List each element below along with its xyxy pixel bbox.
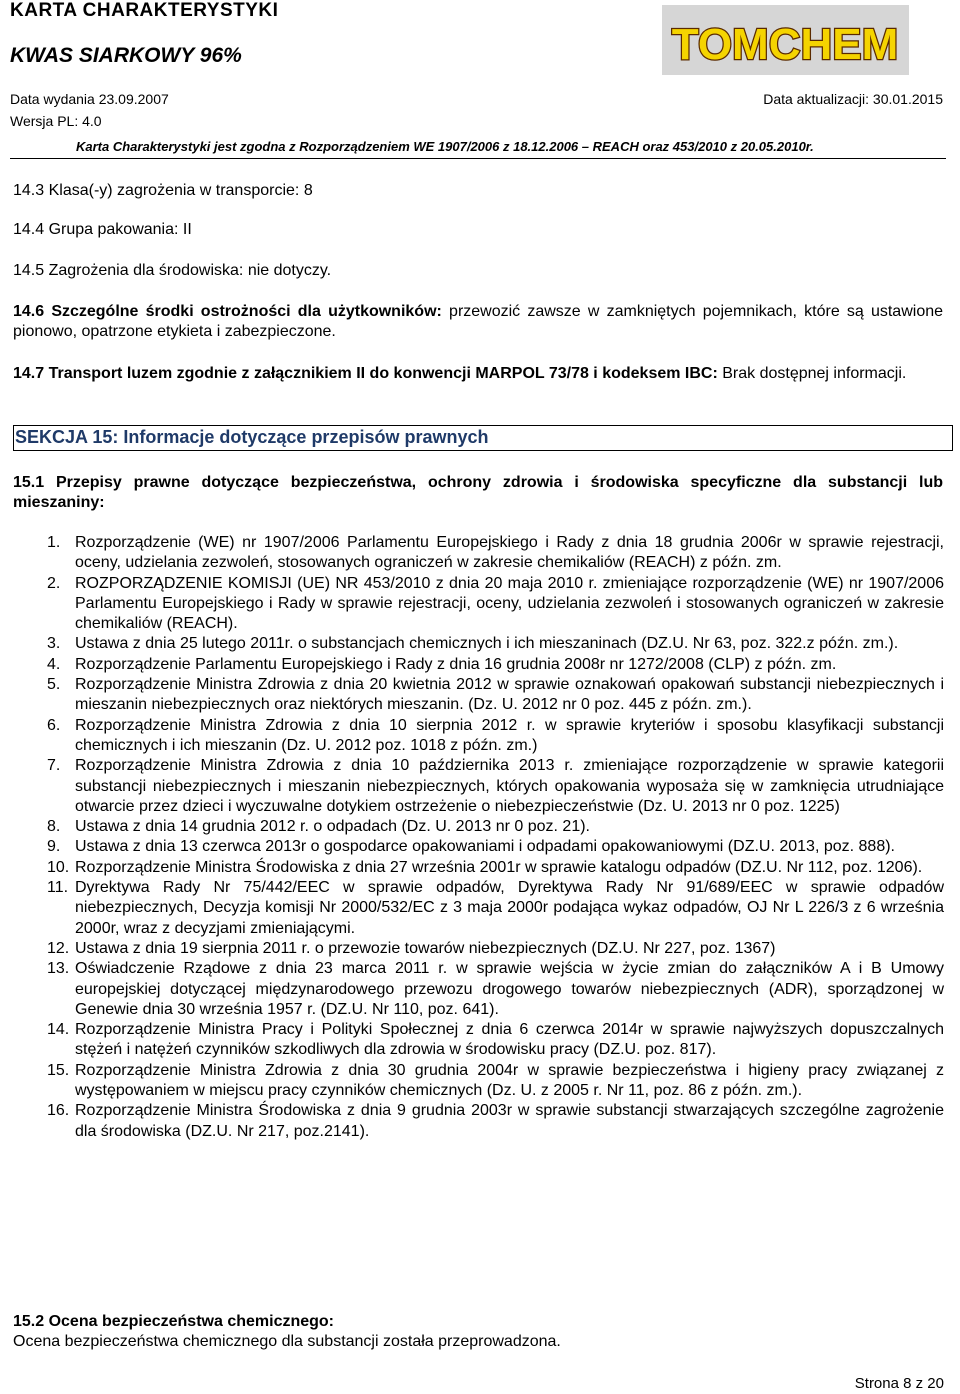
- regulation-item: [13, 634, 944, 654]
- header-divider: [10, 158, 946, 159]
- regulation-item: [13, 878, 944, 939]
- item-15-2-value: Ocena bezpieczeństwa chemicznego dla substancji została przeprowadzona.: [13, 1333, 561, 1350]
- regulation-item: [13, 756, 944, 817]
- regulation-number: 11.: [47, 879, 69, 897]
- regulation-item: [13, 716, 944, 757]
- regulation-note: Karta Charakterystyki jest zgodna z Rozporządzeniem WE 1907/2006 z 18.12.2006 – REACH oraz 453/2010 z 20.05.2010r.: [76, 139, 814, 154]
- regulation-item: [13, 1020, 944, 1061]
- regulation-text: Rozporządzenie Ministra Środowiska z dnia 27 września 2001r w sprawie katalogu odpadów (DZ.U. Nr 112, poz. 1206).: [75, 858, 923, 876]
- regulation-text: Rozporządzenie Ministra Zdrowia z dnia 30 grudnia 2004r w sprawie bezpieczeństwa i higieny pracy związanej z występowaniem w miejscu pracy czynników chemicznych (Dz. U. z 2005 r. Nr 11, poz. 86 z późn. zm.).: [75, 1061, 944, 1100]
- page-number: Strona 8 z 20: [854, 1375, 944, 1392]
- company-logo: [662, 5, 909, 75]
- regulation-number: 1.: [47, 534, 61, 551]
- regulation-number: 6.: [47, 716, 61, 734]
- regulation-text: Oświadczenie Rządowe z dnia 23 marca 2011 r. w sprawie wejścia w życie zmian do załączników A i B Umowy europejskiej dotyczącej międzynarodowego przewozu drogowego towarów niebezpiecznych (ADR), sporządzonej w Genewie dnia 30 września 1957 r. (DZ.U. Nr 110, poz. 641).: [75, 960, 944, 1018]
- logo-text: TOMCHEM: [671, 20, 899, 69]
- item-15-1-label: 15.1 Przepisy prawne dotyczące bezpieczeństwa, ochrony zdrowia i środowiska specyficzne dla substancji lub mieszaniny:: [13, 474, 943, 511]
- issue-date: Data wydania 23.09.2007: [10, 91, 169, 107]
- regulation-text: Rozporządzenie Ministra Pracy i Polityki Społecznej z dnia 6 czerwca 2014r w sprawie najwyższych dopuszczalnych stężeń i natężeń czynników szkodliwych dla zdrowia w środowisku pracy (DZ.U. poz. 817).: [75, 1021, 944, 1059]
- product-name: KWAS SIARKOWY 96%: [10, 44, 242, 67]
- regulation-text: Rozporządzenie Ministra Zdrowia z dnia 10 sierpnia 2012 r. w sprawie kryteriów i sposobu klasyfikacji substancji chemicznych i ich mieszanin (Dz. U. 2012 poz. 1018 z późn. zm.): [75, 716, 944, 754]
- item-14-4-label: 14.4 Grupa pakowania:: [13, 221, 179, 238]
- item-14-6: [13, 302, 943, 342]
- regulation-text: Ustawa z dnia 14 grudnia 2012 r. o odpadach (Dz. U. 2013 nr 0 poz. 21).: [75, 818, 590, 836]
- regulation-item: [13, 939, 944, 959]
- regulation-text: Ustawa z dnia 25 lutego 2011r. o substancjach chemicznych i ich mieszaninach (DZ.U. Nr 63, poz. 322.z późn. zm.).: [75, 635, 899, 653]
- item-14-5-value: nie dotyczy.: [247, 262, 332, 279]
- regulation-item: [13, 858, 944, 878]
- regulation-number: 14.: [47, 1021, 70, 1039]
- regulation-number: 10.: [47, 858, 70, 876]
- regulation-item: [13, 1061, 944, 1102]
- regulation-text: Dyrektywa Rady Nr 75/442/EEC w sprawie odpadów, Dyrektywa Rady Nr 91/689/EEC w sprawie odpadów niebezpiecznych, Decyzja komisji Nr 2000/532/EC z 3 maja 2000r podająca wykaz odpadów, OJ Nr L 226/3 z 6 września 2000r, wraz z decyzjami zmieniającymi.: [75, 879, 944, 937]
- regulation-number: 3.: [47, 635, 61, 653]
- document-title: KARTA CHARAKTERYSTYKI: [10, 0, 279, 21]
- item-14-7-value: Brak dostępnej informacji.: [722, 365, 907, 382]
- regulation-item: [13, 655, 944, 675]
- regulation-item: [13, 1101, 944, 1142]
- item-14-7-label: 14.7 Transport luzem zgodnie z załącznikiem II do konwencji MARPOL 73/78 i kodeksem IBC:: [13, 365, 718, 382]
- regulation-number: 9.: [47, 838, 61, 856]
- version: Wersja PL: 4.0: [10, 113, 102, 129]
- regulation-number: 4.: [47, 655, 61, 673]
- section-15-title: SEKCJA 15: Informacje dotyczące przepisów prawnych: [15, 427, 489, 447]
- regulation-item: [13, 574, 944, 635]
- regulation-item: [13, 837, 944, 857]
- regulations-list: [13, 533, 944, 1142]
- regulation-item: [13, 959, 944, 1020]
- item-14-6-value: przewozić zawsze w zamkniętych pojemnikach, które są ustawione pionowo, opatrzone etykieta i zabezpieczone.: [13, 303, 944, 340]
- regulation-text: Rozporządzenie (WE) nr 1907/2006 Parlamentu Europejskiego i Rady z dnia 18 grudnia 2006r w sprawie rejestracji, oceny, udzielania zezwoleń, stosowanych ograniczeń w zakresie chemikaliów (REACH) z późn. zm.: [75, 534, 944, 572]
- regulation-text: Rozporządzenie Ministra Środowiska z dnia 9 grudnia 2003r w sprawie substancji stwarzających szczególne zagrożenie dla środowiska (DZ.U. Nr 217, poz.2141).: [75, 1102, 944, 1140]
- regulation-text: ROZPORZĄDZENIE KOMISJI (UE) NR 453/2010 z dnia 20 maja 2010 r. zmieniające rozporządzenie (WE) nr 1907/2006 Parlamentu Europejskiego i Rady w sprawie rejestracji, oceny, udzielania zezwoleń i stosowanych ograniczeń w zakresie chemikaliów (REACH).: [75, 574, 944, 633]
- item-14-5-label: 14.5 Zagrożenia dla środowiska:: [13, 262, 244, 279]
- item-14-4-value: II: [182, 221, 192, 238]
- regulation-number: 16.: [47, 1102, 70, 1120]
- regulation-number: 15.: [47, 1061, 70, 1079]
- item-14-3-value: 8: [303, 182, 313, 199]
- item-15-2-label: 15.2 Ocena bezpieczeństwa chemicznego:: [13, 1313, 335, 1330]
- item-14-3: [13, 181, 943, 201]
- regulation-item: [13, 675, 944, 716]
- regulation-item: [13, 817, 944, 837]
- item-14-5: [13, 261, 943, 281]
- regulation-number: 7.: [47, 757, 61, 775]
- item-14-4: [13, 220, 943, 240]
- regulation-text: Ustawa z dnia 13 czerwca 2013r o gospodarce opakowaniami i odpadami opakowaniowymi (DZ.U. 2013, poz. 888).: [75, 838, 895, 856]
- item-15-2: [13, 1312, 943, 1352]
- regulation-number: 8.: [47, 818, 61, 836]
- update-date: Data aktualizacji: 30.01.2015: [763, 91, 943, 107]
- item-14-6-label: 14.6 Szczególne środki ostrożności dla użytkowników:: [13, 303, 442, 320]
- item-14-7: [13, 364, 943, 384]
- regulation-number: 13.: [47, 960, 70, 978]
- regulation-number: 2.: [47, 574, 61, 592]
- regulation-text: Rozporządzenie Ministra Zdrowia z dnia 10 października 2013 r. zmieniające rozporządzenie w sprawie kategorii substancji niebezpiecznych i mieszanin niebezpiecznych, których opakowania wyposaża się w zamknięcia utrudniające otwarcie przez dzieci i wyczuwalne dotykiem ostrzeżenie o niebezpieczeństwie (Dz. U. 2013 nr 0 poz. 1225): [75, 757, 944, 815]
- regulation-text: Ustawa z dnia 19 sierpnia 2011 r. o przewozie towarów niebezpiecznych (DZ.U. Nr 227, poz. 1367): [75, 939, 776, 957]
- regulation-number: 5.: [47, 676, 61, 694]
- regulation-number: 12.: [47, 939, 70, 957]
- regulation-text: Rozporządzenie Ministra Zdrowia z dnia 20 kwietnia 2012 w sprawie oznakowań opakowań substancji niebezpiecznych i mieszanin niebezpiecznych oraz niektórych mieszanin. (Dz. U. 2012 nr 0 poz. 445 z późn. zm.).: [75, 676, 944, 714]
- regulation-item: [13, 533, 944, 574]
- item-14-3-label: 14.3 Klasa(-y) zagrożenia w transporcie:: [13, 182, 300, 199]
- regulation-text: Rozporządzenie Parlamentu Europejskiego i Rady z dnia 16 grudnia 2008r nr 1272/2008 (CLP) z późn. zm.: [75, 655, 837, 673]
